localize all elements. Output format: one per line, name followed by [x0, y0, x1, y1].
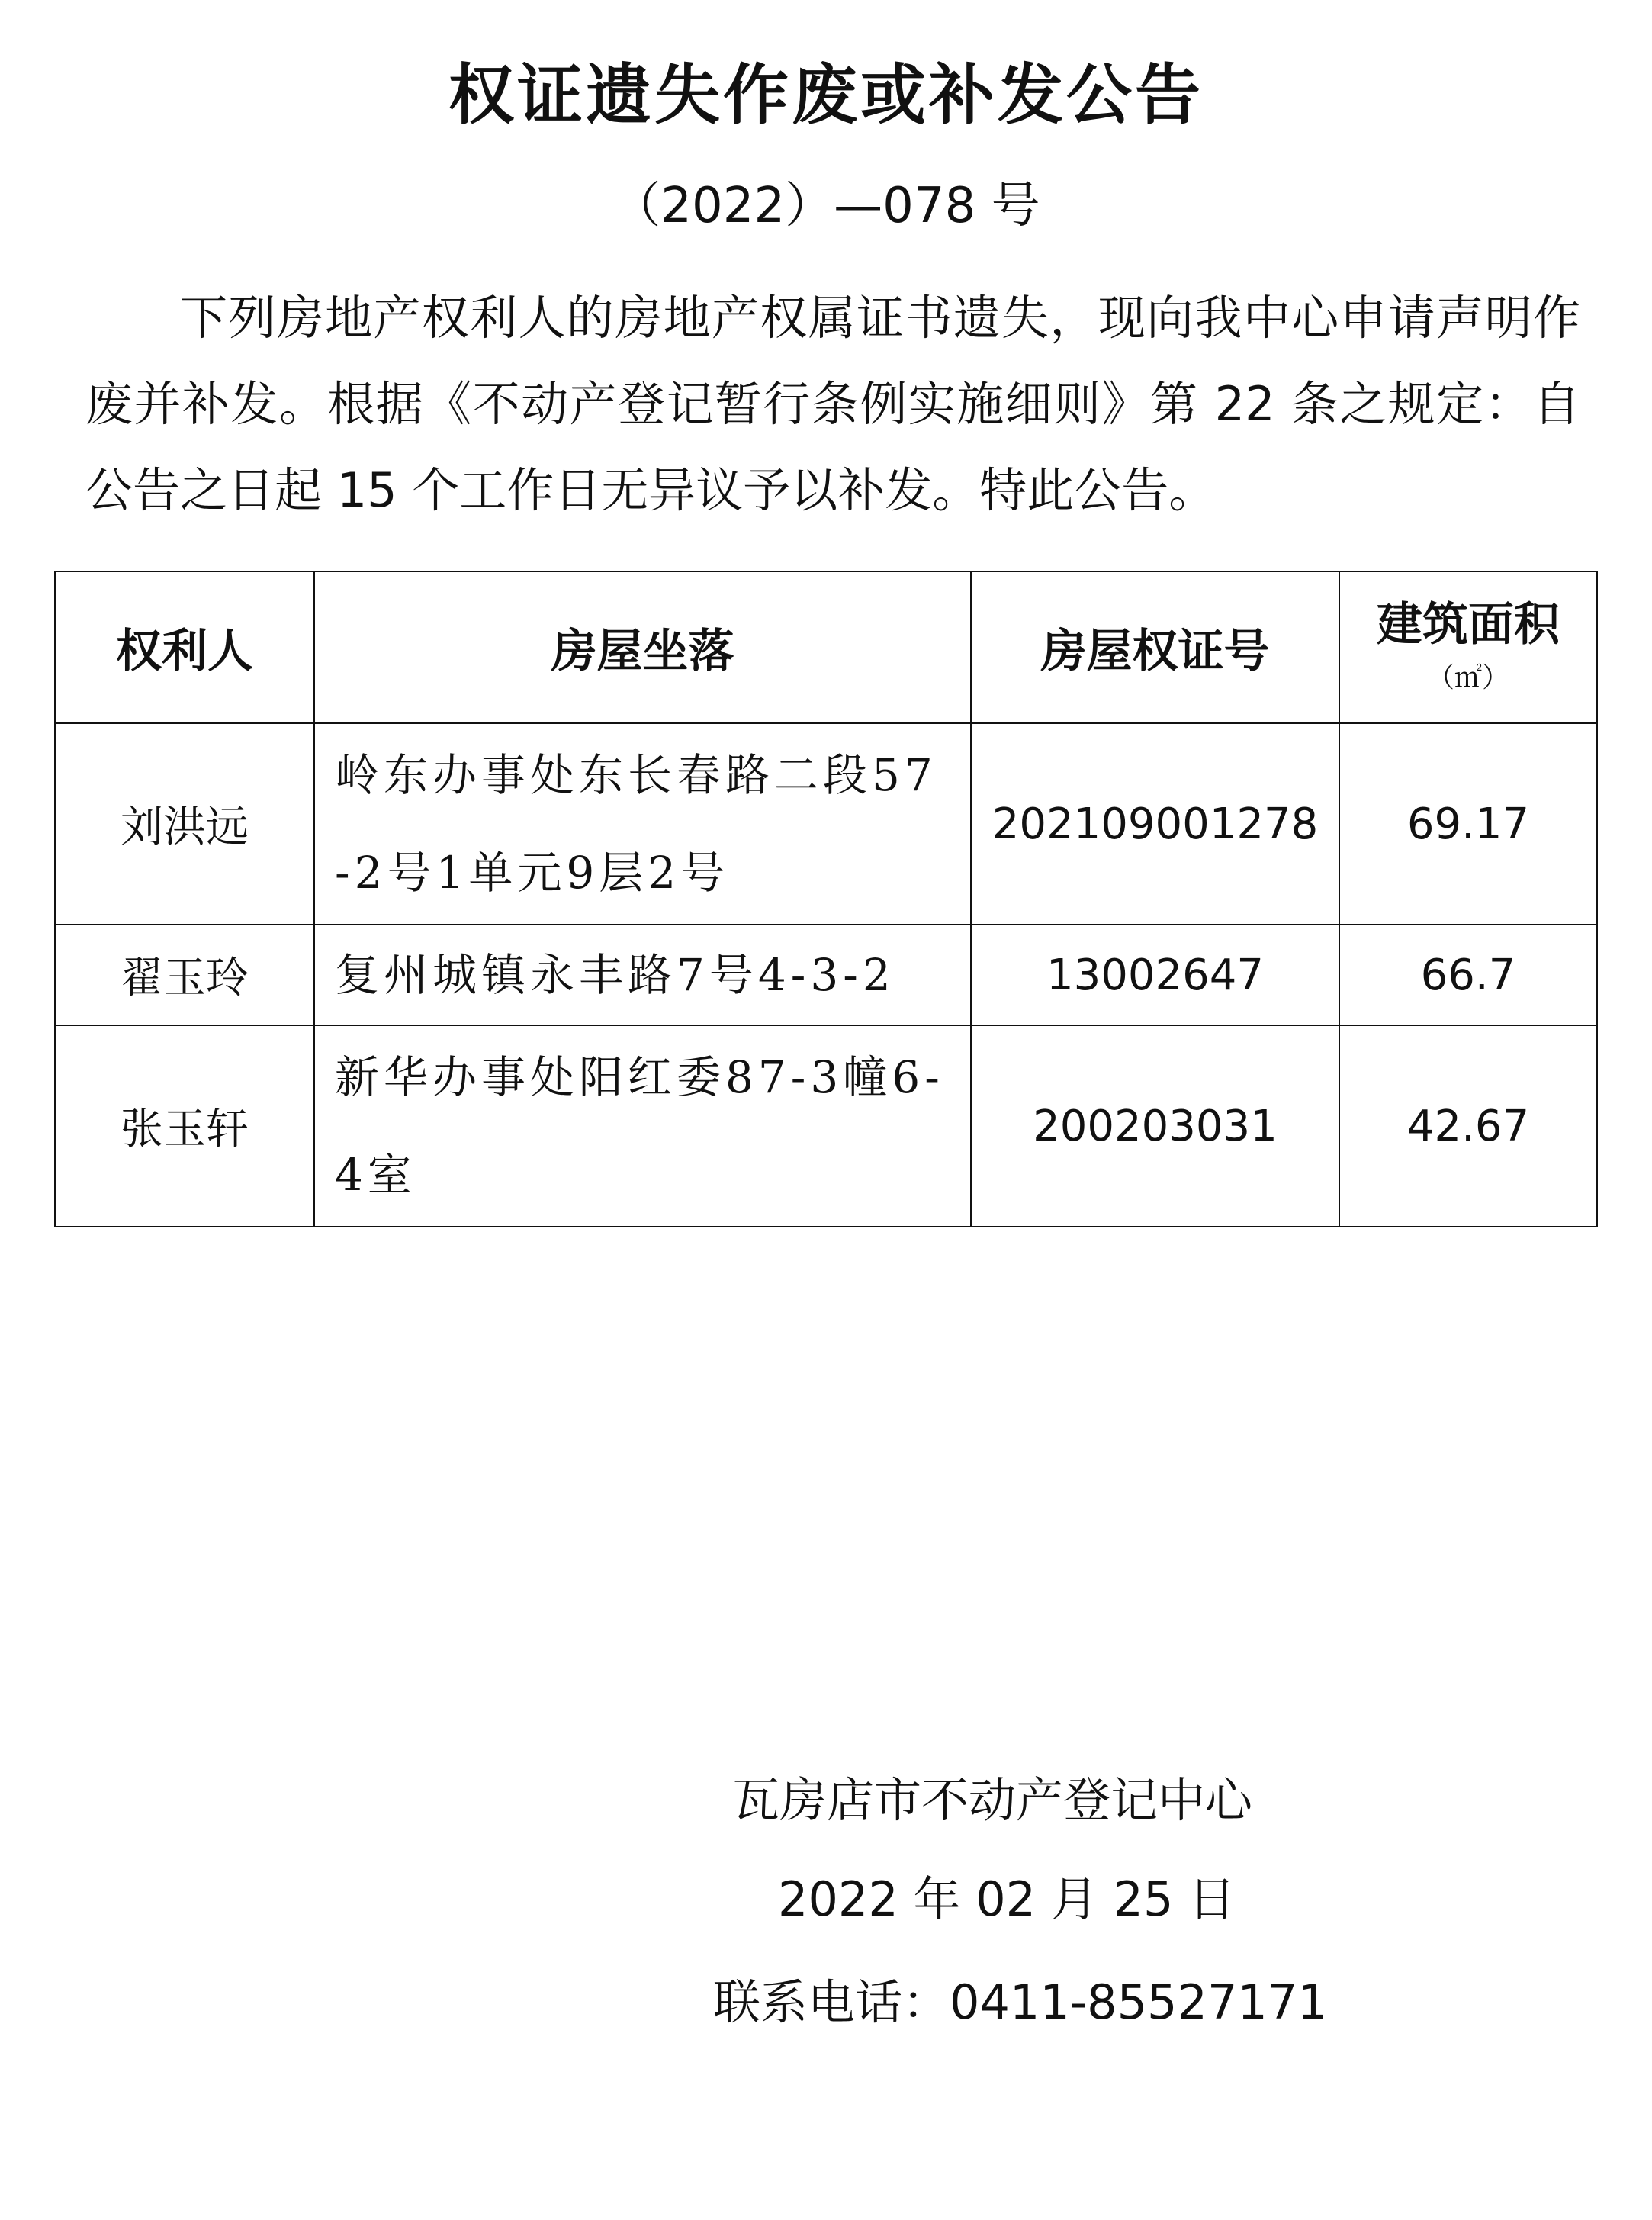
owner-cell: 刘洪远 — [55, 723, 314, 925]
issuing-authority: 瓦房店市不动产登记中心 — [732, 1772, 1253, 1828]
cert-no-cell: 200203031 — [971, 1025, 1339, 1227]
owner-cell: 翟玉玲 — [55, 925, 314, 1025]
table-row — [55, 723, 1597, 925]
lost-certificates-table — [54, 571, 1598, 1227]
header-cert-no: 房屋权证号 — [971, 571, 1339, 723]
header-area — [1339, 571, 1597, 723]
header-area-label: 建筑面积 — [1377, 597, 1560, 652]
notice-date: 2022 年 02 月 25 日 — [778, 1871, 1236, 1927]
table-header-row — [55, 571, 1597, 723]
owner-cell: 张玉轩 — [55, 1025, 314, 1227]
table-row — [55, 925, 1597, 1025]
document-number: （2022）—078 号 — [612, 178, 1040, 234]
cert-no-cell: 202109001278 — [971, 723, 1339, 925]
table-row — [55, 1025, 1597, 1227]
location-cell: 新华办事处阳红委87-3幢6-4室 — [314, 1025, 971, 1227]
notice-title: 权证遗失作废或补发公告 — [448, 57, 1204, 134]
cert-no-cell: 13002647 — [971, 925, 1339, 1025]
notice-intro-paragraph: 下列房地产权利人的房地产权属证书遗失，现向我中心申请声明作废并补发。根据《不动产登记暂行条例实施细则》第 22 条之规定：自公告之日起 15 个工作日无异议予以补发。特此公告。 — [85, 290, 1580, 518]
header-area-unit: （㎡） — [1426, 661, 1509, 693]
location-cell: 复州城镇永丰路7号4-3-2 — [314, 925, 971, 1025]
area-cell: 69.17 — [1339, 723, 1597, 925]
contact-phone: 联系电话：0411-85527171 — [713, 1974, 1328, 2030]
header-location: 房屋坐落 — [314, 571, 971, 723]
area-cell: 42.67 — [1339, 1025, 1597, 1227]
header-owner: 权利人 — [55, 571, 314, 723]
area-cell: 66.7 — [1339, 925, 1597, 1025]
location-cell: 岭东办事处东长春路二段57-2号1单元9层2号 — [314, 723, 971, 925]
